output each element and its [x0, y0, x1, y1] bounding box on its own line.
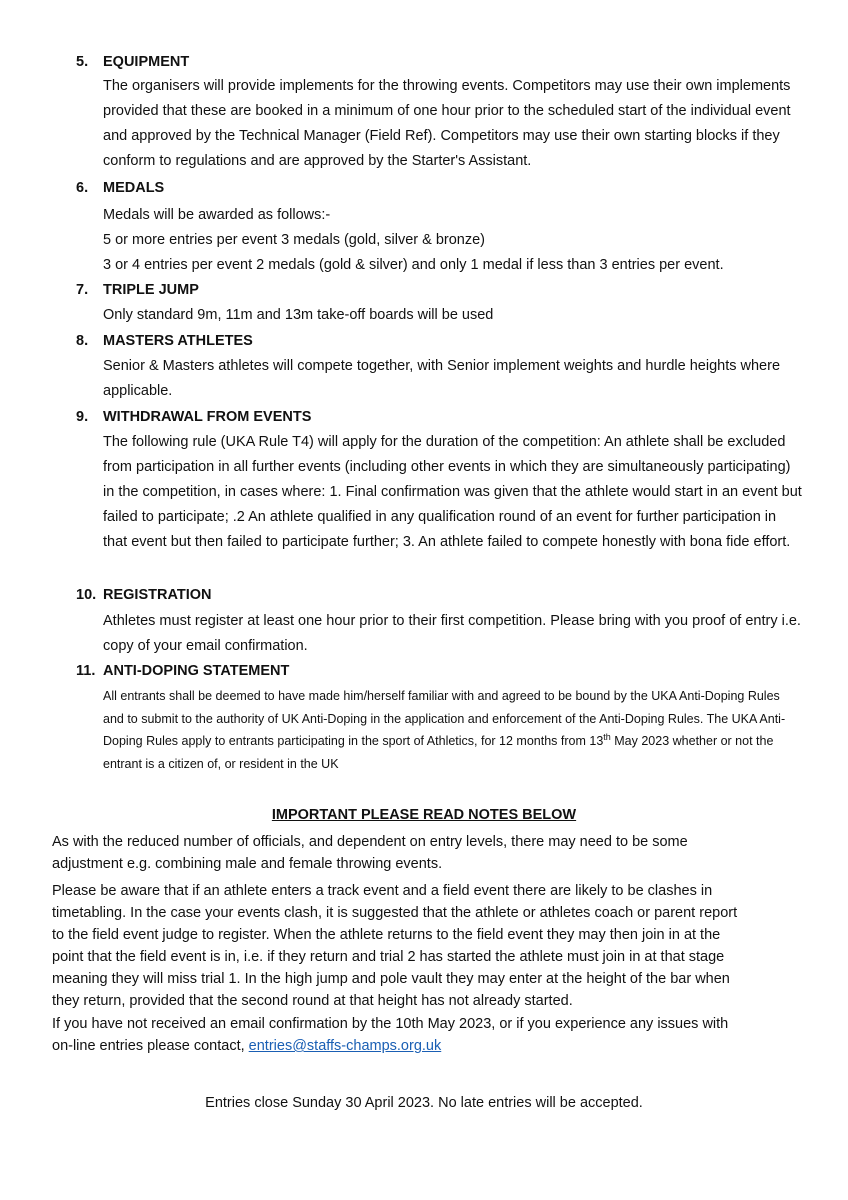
section-heading-withdrawal: 9. WITHDRAWAL FROM EVENTS	[76, 409, 312, 425]
section-heading-registration: 10. REGISTRATION	[76, 587, 212, 603]
section-heading-equipment: 5. EQUIPMENT	[76, 54, 190, 70]
section-text-withdrawal: The following rule (UKA Rule T4) will apply for the duration of the competition: An athlete shall be excluded from participation in all further events (including other events in which they are simultaneously participating) in the competition, in cases where: 1. Final confirmation was given that the athlete would start in an event but failed to participate; .2 An athlete qualified in any qualification round of an event for further participation in that event but then failed to participate further; 3. An athlete failed to compete honestly with bona fide effort.	[103, 434, 802, 550]
section-text-registration: Athletes must register at least one hour prior to their first competition. Please bring with you proof of entry i.e. copy of your email confirmation.	[103, 613, 801, 654]
section-heading-triple-jump: 7. TRIPLE JUMP	[76, 282, 199, 298]
section-heading-masters-athletes: 8. MASTERS ATHLETES	[76, 333, 253, 349]
section-heading-medals: 6. MEDALS	[76, 180, 165, 196]
notes-heading: IMPORTANT PLEASE READ NOTES BELOW	[271, 807, 577, 823]
note-paragraph-officials: As with the reduced number of officials, and dependent on entry levels, there may need to be some adjustment e.g. combining male and female throwing events.	[52, 834, 688, 872]
section-text-equipment: The organisers will provide implements for the throwing events. Competitors may use their own implements provided that these are booked in a minimum of one hour prior to the scheduled start of the individual event and approved by the Technical Manager (Field Ref). Competitors may use their own starting blocks if they conform to regulations and are approved by the Starter's Assistant.	[103, 78, 791, 169]
section-text-anti-doping: All entrants shall be deemed to have made him/herself familiar with and agreed to be bound by the UKA Anti-Doping Rules and to submit to the authority of UK Anti-Doping in the application and enforcement of the Anti-Doping Rules. The UKA Anti- Doping Rules apply to entrants participating in the sport of Athletics, for 12 months from 13th May 2023 whether or not the entrant is a citizen of, or resident in the UK	[103, 689, 786, 771]
closing-statement: Entries close Sunday 30 April 2023. No late entries will be accepted.	[205, 1095, 643, 1111]
section-heading-anti-doping: 11. ANTI-DOPING STATEMENT	[76, 663, 290, 679]
note-paragraph-contact: If you have not received an email confirmation by the 10th May 2023, or if you experience any issues with on-line entries please contact, entries@staffs-champs.org.uk	[52, 1016, 729, 1054]
note-paragraph-clashes: Please be aware that if an athlete enters a track event and a field event there are likely to be clashes in timetabling. In the case your events clash, it is suggested that the athlete or athletes coach or parent report to the field event judge to register. When the athlete returns to the field event they may then join in at the point that the field event is in, i.e. if they return and trial 2 has started the athlete must join in at that stage meaning they will miss trial 1. In the high jump and pole vault they may enter at the height of the bar when they return, provided that the second round at that height has not already started.	[52, 883, 738, 1009]
section-text-triple-jump: Only standard 9m, 11m and 13m take-off boards will be used	[103, 307, 494, 323]
section-text-medals: Medals will be awarded as follows:- 5 or more entries per event 3 medals (gold, silver & bronze) 3 or 4 entries per event 2 medals (gold & silver) and only 1 medal if less than 3 entries per event.	[103, 207, 724, 273]
contact-email-link[interactable]: entries@staffs-champs.org.uk	[248, 1038, 442, 1054]
section-text-masters-athletes: Senior & Masters athletes will compete together, with Senior implement weights and hurdle heights where applicable.	[103, 358, 781, 399]
